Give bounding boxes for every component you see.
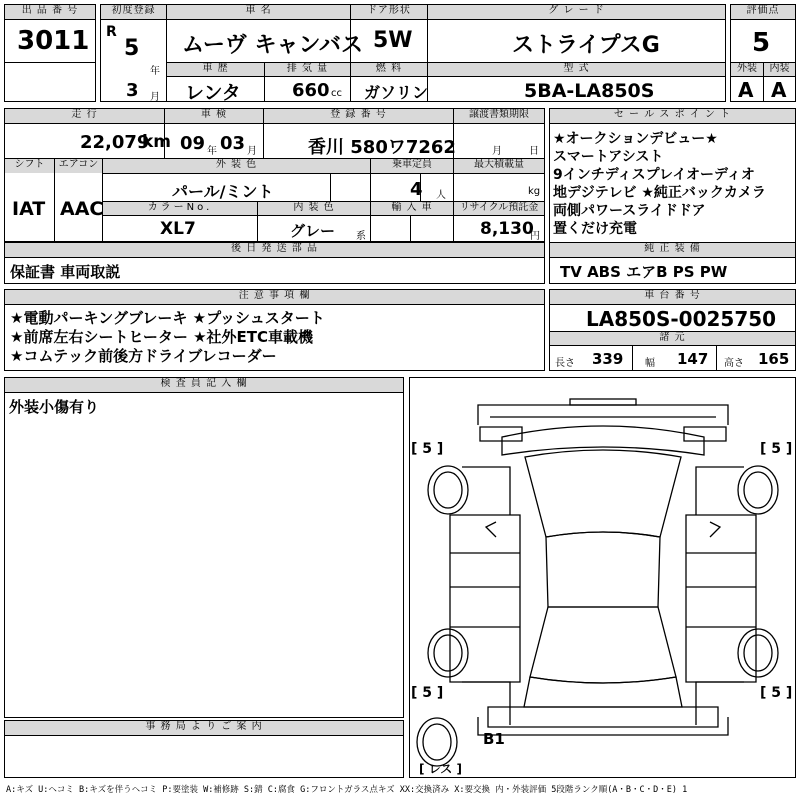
first-reg-month: 3 <box>126 80 139 101</box>
height-label: 高さ <box>724 358 744 369</box>
import-label: 輸 入 車 <box>371 202 453 215</box>
shift-label: シフト <box>5 159 54 173</box>
later-parts-label: 後 日 発 送 部 品 <box>5 243 544 257</box>
interior-color: グレー <box>290 222 336 240</box>
era: R <box>106 24 117 40</box>
exterior-color: パール/ミント <box>172 182 274 201</box>
tire-fr-score: [ 5 ] <box>760 441 793 457</box>
max-load-unit: kg <box>528 186 541 197</box>
air-conditioner: AAC <box>60 198 104 220</box>
sales-point-6: 置くだけ充電 <box>553 221 637 237</box>
grade-label: グ レ ー ド <box>428 5 725 19</box>
recycle-fee: 8,130 <box>480 219 534 239</box>
width-label: 幅 <box>645 358 655 369</box>
int-label: 内装 <box>764 63 795 76</box>
mileage-label: 走 行 <box>5 109 164 123</box>
registration-number: 香川 580ワ7262 <box>308 137 456 158</box>
score-label: 評価点 <box>731 5 795 19</box>
transfer-month-unit: 月 <box>492 146 502 157</box>
fuel-label: 燃 料 <box>351 63 427 76</box>
sales-point-2: スマートアシスト <box>553 149 664 165</box>
sales-point-5: 両側パワースライドドア <box>553 203 706 219</box>
equipment-label: 純 正 装 備 <box>550 243 795 257</box>
note-3: ★コムテック前後方ドライブレコーダー <box>10 347 277 365</box>
mileage: 22,079 <box>80 132 150 153</box>
insp-month-unit: 月 <box>247 146 257 157</box>
car-body-diagram <box>410 377 796 777</box>
door-type: 5W <box>373 28 413 53</box>
tire-rr-score: [ 5 ] <box>760 685 793 701</box>
model-label: 型 式 <box>428 63 725 76</box>
transfer-day-unit: 日 <box>529 146 539 157</box>
sales-points-label: セ ー ル ス ポ イ ン ト <box>550 109 795 123</box>
equipment-text: TV ABS エアB PS PW <box>560 263 728 281</box>
chassis-number: LA850S-0025750 <box>586 307 777 331</box>
transfer-label: 譲渡書類期限 <box>454 109 544 123</box>
spec-box <box>4 108 545 242</box>
office-label: 事 務 局 よ り ご 案 内 <box>5 721 403 735</box>
lot-no-label: 出 品 番 号 <box>5 5 95 19</box>
note-1: ★電動パーキングブレーキ ★プッシュスタート <box>10 309 325 327</box>
capacity-unit: 人 <box>436 190 446 201</box>
color-no-label: カラーNo. <box>103 202 257 215</box>
year-unit: 年 <box>150 66 160 77</box>
notes-label: 注 意 事 項 欄 <box>5 290 544 304</box>
length: 339 <box>592 350 624 368</box>
height: 165 <box>758 350 790 368</box>
reg-no-label: 登 録 番 号 <box>264 109 453 123</box>
recycle-label: リサイクル預託金 <box>454 202 544 215</box>
max-load-label: 最大積載量 <box>454 159 544 173</box>
first-reg-year: 5 <box>124 36 140 61</box>
car-name: ムーヴ キャンバス <box>182 33 364 58</box>
fuel: ガソリン <box>364 83 429 102</box>
capacity: 4 <box>410 179 423 200</box>
inspection-month: 03 <box>220 133 246 154</box>
sales-point-1: ★オークションデビュー★ <box>553 131 718 147</box>
int-score: A <box>771 78 787 102</box>
lot-number: 3011 <box>17 26 90 56</box>
inspection-label: 車 検 <box>165 109 263 123</box>
car-history: レンタ <box>185 82 241 104</box>
chassis-label: 車 台 番 号 <box>550 290 795 304</box>
history-label: 車 歴 <box>167 63 264 76</box>
car-name-label: 車 名 <box>167 5 350 19</box>
inspector-label: 検 査 員 記 入 欄 <box>5 378 403 392</box>
insp-year-unit: 年 <box>207 146 217 157</box>
int-color-unit: 系 <box>356 231 366 242</box>
ext-label: 外装 <box>731 63 763 76</box>
spare-tire-label: [ レス ] <box>419 762 462 776</box>
mileage-unit: km <box>142 132 172 152</box>
int-color-label: 内 装 色 <box>258 202 370 215</box>
grade: ストライプスG <box>512 33 660 58</box>
tire-fl-score: [ 5 ] <box>411 441 444 457</box>
tire-rl-score: [ 5 ] <box>411 685 444 701</box>
month-unit: 月 <box>150 92 160 103</box>
ac-label: エアコン <box>55 159 102 173</box>
sales-point-3: 9インチディスプレイオーディオ <box>553 167 755 183</box>
recycle-unit: 円 <box>530 231 540 242</box>
inspector-text: 外装小傷有り <box>9 398 100 416</box>
displacement: 660 <box>292 80 330 101</box>
model-code: 5BA-LA850S <box>524 80 655 102</box>
legend: A:キズ U:ヘコミ B:キズを伴うヘコミ P:要塗装 W:補修跡 S:錆 C:腐食 G:フロントガラス点キズ XX:交換済み X:要交換 内・外装評価 5段階ランク順(A・B・C・D・E) 1 <box>6 785 688 795</box>
color-number: XL7 <box>160 219 196 239</box>
capacity-label: 乗車定員 <box>371 159 453 173</box>
score: 5 <box>752 28 771 58</box>
damage-mark-b1: B1 <box>483 730 505 748</box>
door-label: ドア形状 <box>351 5 427 19</box>
note-2: ★前席左右シートヒーター ★社外ETC車載機 <box>10 328 314 346</box>
dims-label: 諸 元 <box>550 332 795 345</box>
width: 147 <box>677 350 709 368</box>
ext-score: A <box>738 78 754 102</box>
length-label: 長さ <box>555 358 575 369</box>
inspector-box <box>4 377 404 718</box>
displacement-unit: cc <box>331 88 342 99</box>
displacement-label: 排 気 量 <box>265 63 350 76</box>
first-reg-label: 初度登録 <box>101 5 166 19</box>
shift: IAT <box>12 198 46 220</box>
later-parts-text: 保証書 車両取説 <box>10 263 121 281</box>
ext-color-label: 外 装 色 <box>103 159 370 173</box>
sales-point-4: 地デジテレビ ★純正バックカメラ <box>553 185 766 201</box>
inspection-year: 09 <box>180 133 206 154</box>
